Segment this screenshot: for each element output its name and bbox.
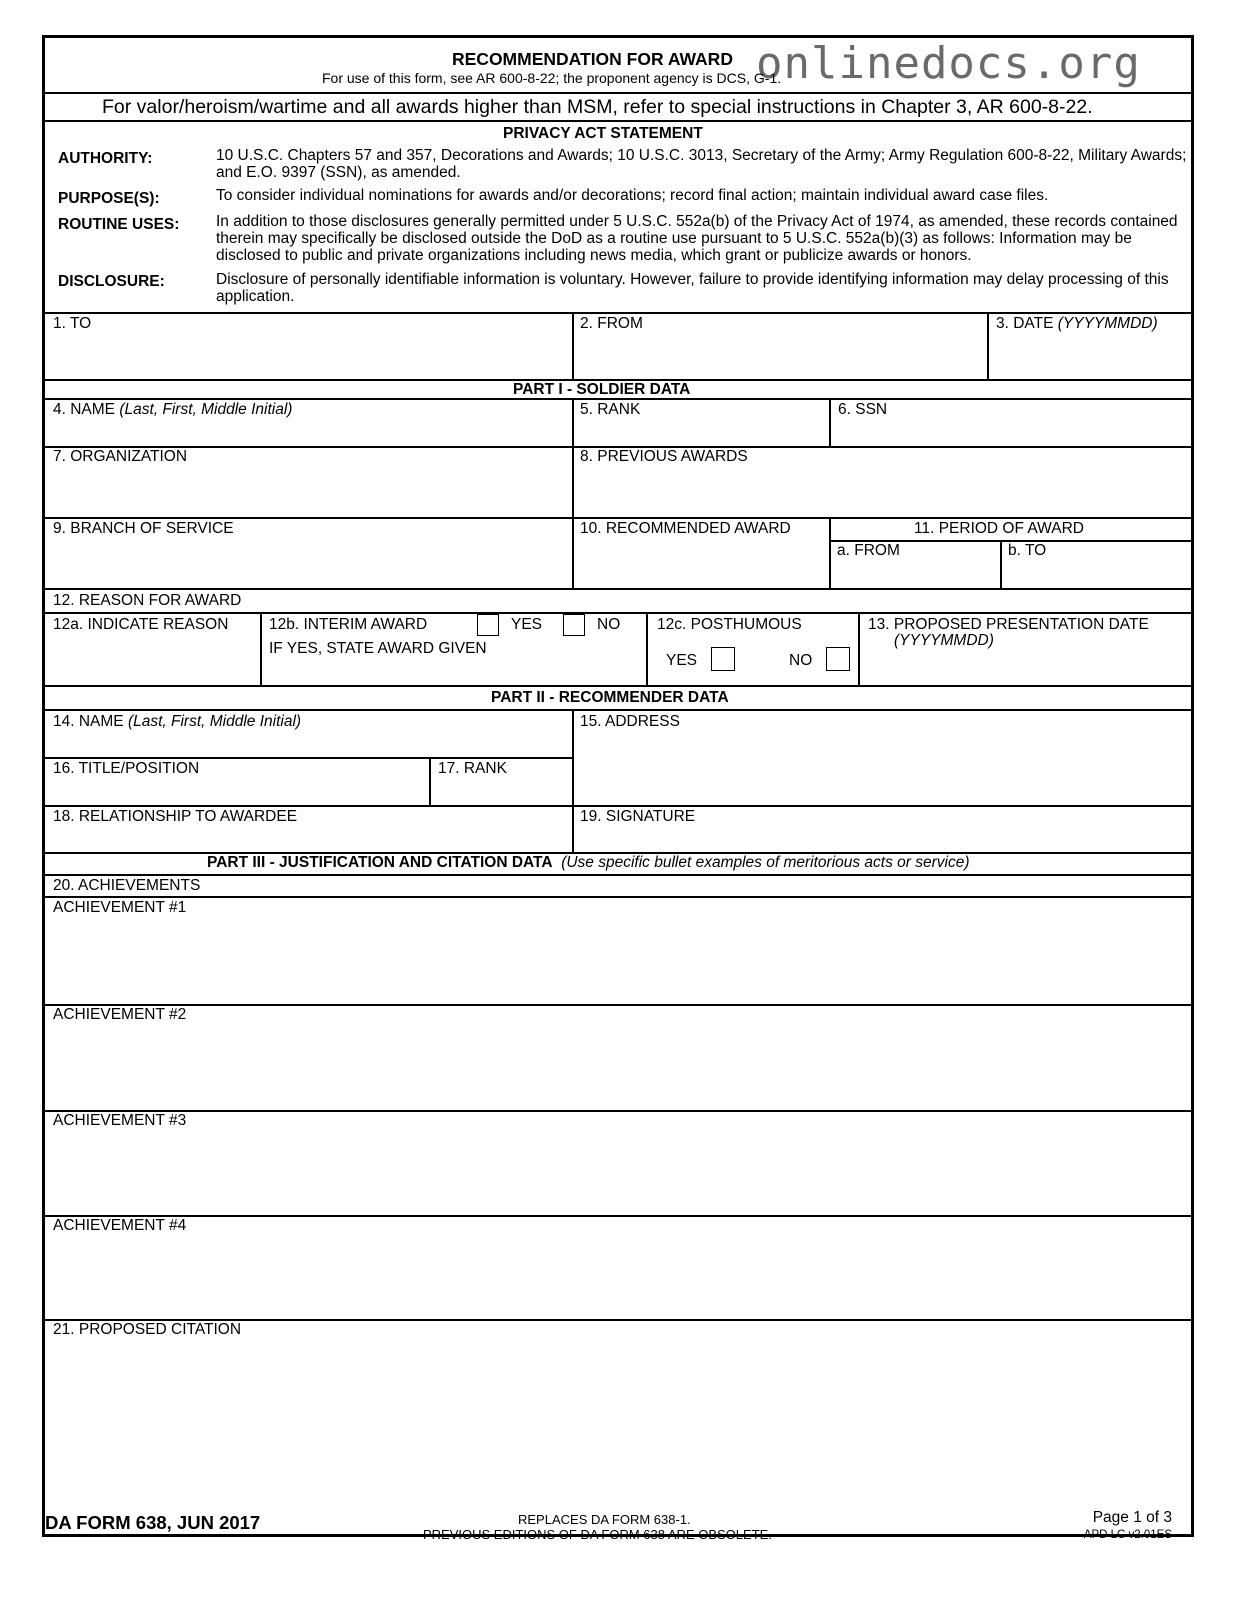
achievement-4-field[interactable]: ACHIEVEMENT #4: [53, 1217, 187, 1234]
posthumous-no-label: NO: [789, 652, 813, 669]
indicate-reason-field[interactable]: 12a. INDICATE REASON: [53, 616, 229, 633]
divider: [44, 120, 1192, 122]
date-label: 3. DATE: [996, 315, 1054, 332]
signature-field[interactable]: 19. SIGNATURE: [580, 808, 696, 825]
divider: [44, 92, 1192, 94]
version-label: APD LC v2.01ES: [1083, 1529, 1172, 1541]
divider: [44, 874, 1192, 876]
divider: [646, 613, 648, 685]
divider: [858, 613, 860, 685]
soldier-name-format: (Last, First, Middle Initial): [119, 401, 293, 418]
posthumous-no-checkbox[interactable]: [826, 647, 850, 671]
page-number: Page 1 of 3: [1092, 1509, 1172, 1526]
part1-heading: PART I - SOLDIER DATA: [513, 381, 691, 398]
divider: [44, 709, 1192, 711]
divider: [572, 313, 574, 379]
divider: [1000, 541, 1002, 589]
presentation-date-format-text: (YYYYMMDD): [894, 632, 994, 649]
divider: [44, 685, 1192, 687]
divider: [44, 1110, 1192, 1112]
period-of-award-label: 11. PERIOD OF AWARD: [914, 520, 1084, 537]
posthumous-label: 12c. POSTHUMOUS: [657, 616, 802, 633]
routine-uses-text: In addition to those disclosures generally permitted under 5 U.S.C. 552a(b) of the Privacy Act of 1974, as amended, these records contained therein may specifically be disclosed outside the DoD as a routine use pursuant to 5 U.S.C. 552a(b)(3) as follows: Information may be disclosed to public and private organizations including news media, which grant or publicize awards or honors.: [216, 213, 1178, 264]
watermark: onlinedocs.org: [756, 38, 1141, 89]
divider: [260, 613, 262, 685]
proposed-citation-field[interactable]: 21. PROPOSED CITATION: [53, 1321, 242, 1338]
posthumous-yes-checkbox[interactable]: [711, 647, 735, 671]
divider: [987, 313, 989, 379]
disclosure-label: DISCLOSURE:: [58, 273, 165, 290]
part3-heading: [207, 854, 970, 872]
disclosure-text: Disclosure of personally identifiable information is voluntary. However, failure to provide identifying information may delay processing of this application.: [216, 271, 1169, 305]
previous-awards-field[interactable]: 8. PREVIOUS AWARDS: [580, 448, 748, 465]
recommended-award-field[interactable]: 10. RECOMMENDED AWARD: [580, 520, 791, 537]
interim-award-given-field[interactable]: IF YES, STATE AWARD GIVEN: [269, 640, 487, 657]
soldier-name-field[interactable]: [53, 401, 292, 419]
presentation-date-field[interactable]: 13. PROPOSED PRESENTATION DATE: [868, 616, 1149, 633]
part2-heading: PART II - RECOMMENDER DATA: [491, 689, 729, 706]
rank-field[interactable]: 5. RANK: [580, 401, 641, 418]
routine-uses-label: ROUTINE USES:: [58, 216, 180, 233]
relationship-field[interactable]: 18. RELATIONSHIP TO AWARDEE: [53, 808, 298, 825]
divider: [44, 312, 1192, 314]
privacy-heading: PRIVACY ACT STATEMENT: [503, 125, 703, 142]
posthumous-yes-label: YES: [666, 652, 698, 669]
authority-text: 10 U.S.C. Chapters 57 and 357, Decorations and Awards; 10 U.S.C. 3013, Secretary of the Army; Army Regulation 600-8-22, Military Awards; and E.O. 9397 (SSN), as amended.: [216, 147, 1187, 181]
part3-title: PART III - JUSTIFICATION AND CITATION DATA: [207, 854, 553, 871]
special-instructions: For valor/heroism/wartime and all awards higher than MSM, refer to special instructions in Chapter 3, AR 600-8-22.: [102, 96, 1093, 118]
divider: [44, 896, 1192, 898]
interim-award-label: 12b. INTERIM AWARD: [269, 616, 428, 633]
divider: [44, 517, 1192, 519]
divider: [44, 398, 1192, 400]
achievements-label: 20. ACHIEVEMENTS: [53, 877, 201, 894]
achievement-3-field[interactable]: ACHIEVEMENT #3: [53, 1112, 187, 1129]
branch-field[interactable]: 9. BRANCH OF SERVICE: [53, 520, 234, 537]
presentation-date-format: [894, 632, 994, 650]
organization-field[interactable]: 7. ORGANIZATION: [53, 448, 188, 465]
interim-yes-checkbox[interactable]: [477, 614, 499, 636]
to-field[interactable]: 1. TO: [53, 315, 92, 332]
date-field[interactable]: [996, 315, 1158, 333]
divider: [44, 1215, 1192, 1217]
divider: [829, 518, 831, 589]
recommender-name-label: 14. NAME: [53, 713, 124, 730]
part3-note: (Use specific bullet examples of meritorious acts or service): [561, 854, 970, 871]
interim-yes-label: YES: [511, 616, 543, 633]
purpose-label: PURPOSE(S):: [58, 190, 160, 207]
form-id: DA FORM 638, JUN 2017: [45, 1512, 261, 1533]
recommender-name-format: (Last, First, Middle Initial): [127, 713, 302, 730]
ssn-field[interactable]: 6. SSN: [838, 401, 888, 418]
divider: [44, 1004, 1192, 1006]
divider: [429, 758, 431, 805]
address-field[interactable]: 15. ADDRESS: [580, 713, 680, 730]
divider: [44, 588, 1192, 590]
divider: [829, 399, 831, 446]
divider: [572, 710, 574, 852]
obsolete-note: PREVIOUS EDITIONS OF DA FORM 638 ARE OBSOLETE.: [423, 1527, 772, 1542]
achievement-2-field[interactable]: ACHIEVEMENT #2: [53, 1006, 187, 1023]
period-to-field[interactable]: b. TO: [1008, 542, 1047, 559]
recommender-name-field[interactable]: [53, 713, 301, 731]
achievement-1-field[interactable]: ACHIEVEMENT #1: [53, 899, 187, 916]
form-title: RECOMMENDATION FOR AWARD: [452, 49, 733, 69]
divider: [44, 805, 1192, 807]
purpose-text: To consider individual nominations for awards and/or decorations; record final action; maintain individual award case files.: [216, 187, 1049, 204]
title-position-field[interactable]: 16. TITLE/POSITION: [53, 760, 200, 777]
interim-no-label: NO: [597, 616, 621, 633]
divider: [44, 757, 573, 759]
recommender-rank-field[interactable]: 17. RANK: [438, 760, 507, 777]
from-field[interactable]: 2. FROM: [580, 315, 643, 332]
divider: [572, 399, 574, 589]
divider: [44, 612, 1192, 614]
replaces-note: REPLACES DA FORM 638-1.: [518, 1512, 691, 1527]
reason-for-award-label: 12. REASON FOR AWARD: [53, 592, 242, 609]
period-from-field[interactable]: a. FROM: [837, 542, 900, 559]
date-format: (YYYYMMDD): [1057, 315, 1158, 332]
interim-no-checkbox[interactable]: [563, 614, 585, 636]
authority-label: AUTHORITY:: [58, 150, 153, 167]
soldier-name-label: 4. NAME: [53, 401, 116, 418]
form-subtitle: For use of this form, see AR 600-8-22; the proponent agency is DCS, G-1.: [322, 70, 782, 86]
